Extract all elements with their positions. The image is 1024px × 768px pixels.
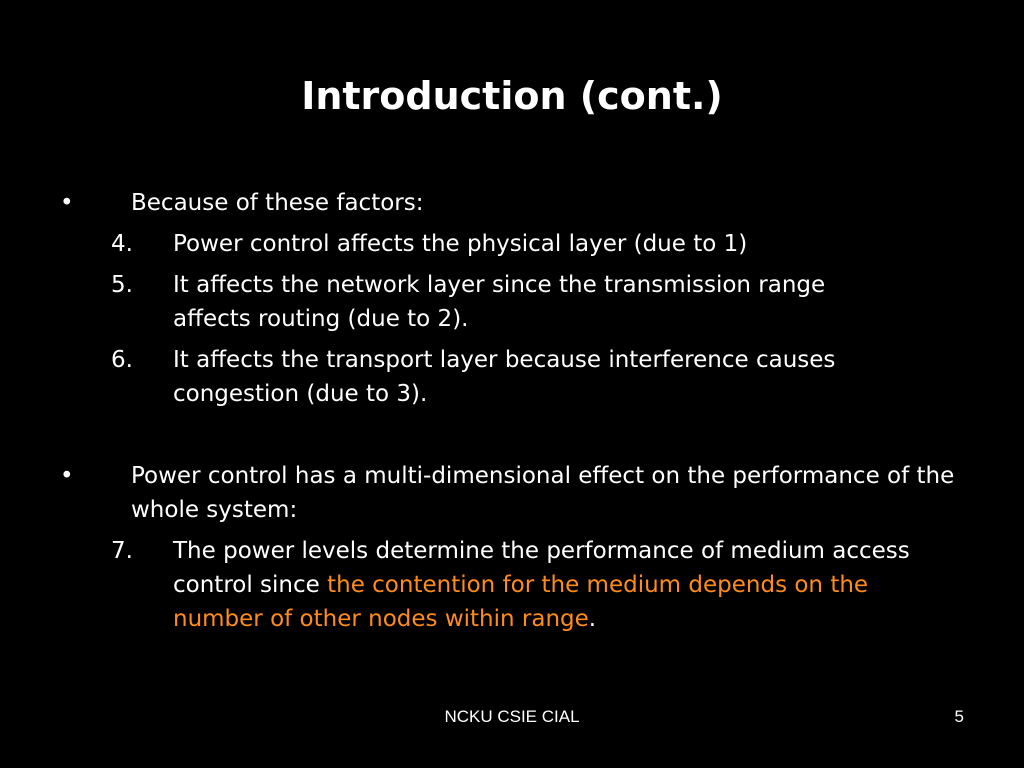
slide-title: Introduction (cont.): [301, 74, 723, 118]
list-item-text-plain: The power levels determine the performance of medium access control since: [173, 538, 910, 598]
list-item-text: It affects the network layer since the transmission range affects routing (due to 2).: [173, 272, 826, 332]
list-item-text-end: .: [588, 606, 597, 632]
footer-text: NCKU CSIE CIAL: [444, 707, 580, 726]
bullet-marker: •: [60, 190, 74, 216]
list-item-number: 4.: [111, 231, 133, 257]
list-item-text: Power control affects the physical layer (due to 1): [173, 231, 748, 257]
bullet-text: Power control has a multi-dimensional effect on the performance of the whole system:: [131, 463, 955, 523]
list-item-number: 7.: [111, 538, 133, 564]
list-item-text-highlight: the contention for the medium depends on the number of other nodes within range: [173, 572, 869, 632]
list-item-number: 5.: [111, 272, 133, 298]
list-item-number: 6.: [111, 347, 133, 373]
list-item-text: [173, 534, 943, 636]
page-number: 5: [954, 707, 964, 726]
bullet-marker: •: [60, 463, 74, 489]
list-item-text: It affects the transport layer because interference causes congestion (due to 3).: [173, 347, 836, 407]
bullet-text: Because of these factors:: [131, 190, 424, 216]
